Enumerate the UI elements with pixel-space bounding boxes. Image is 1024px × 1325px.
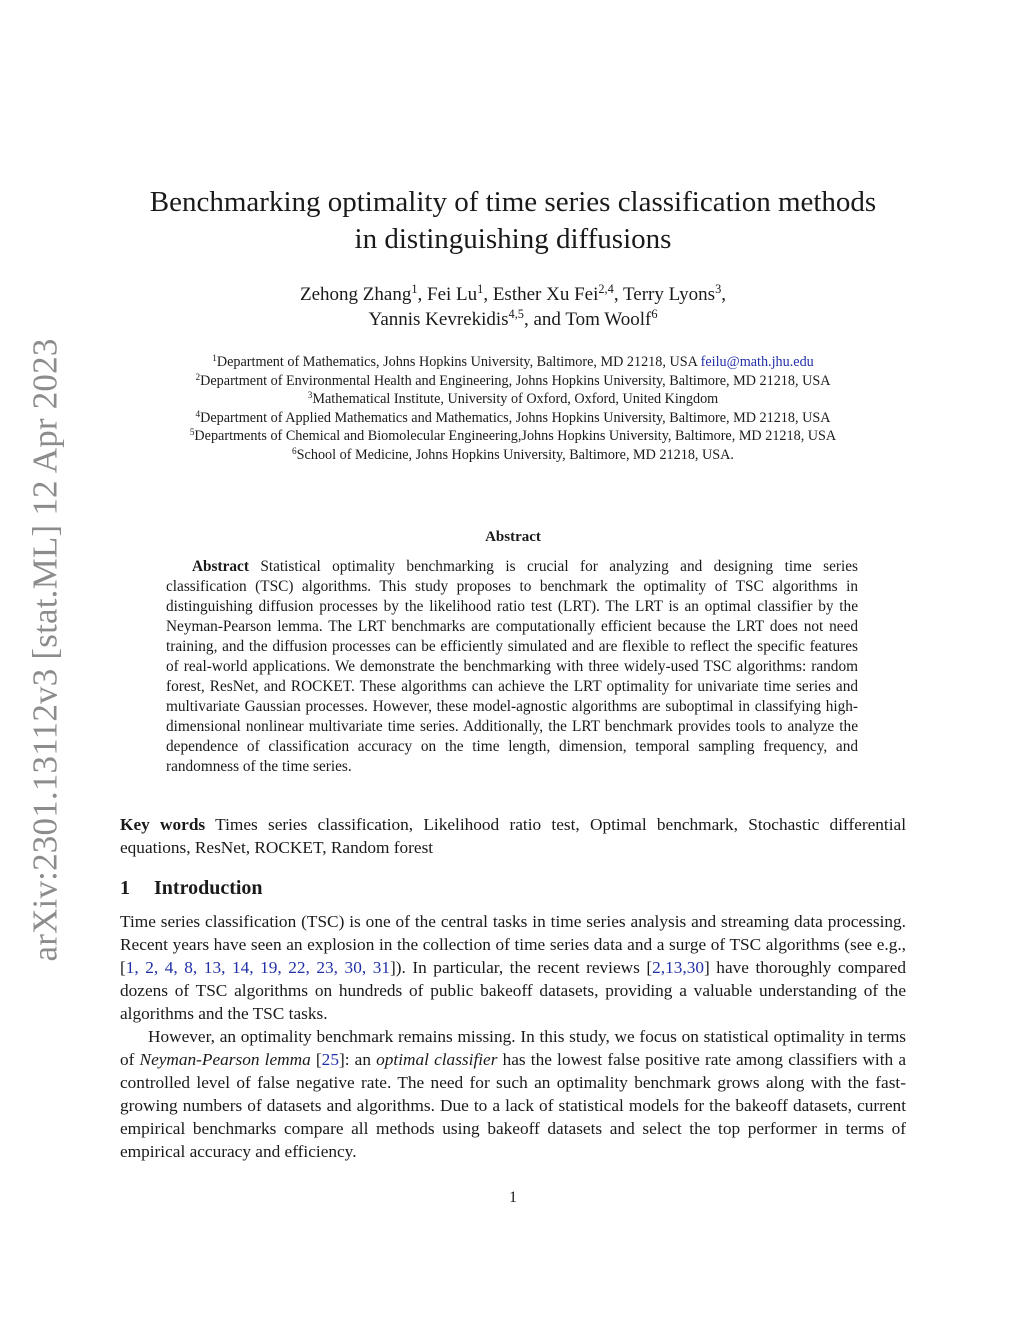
author-line-1: Zehong Zhang$^1$, Fei Lu$^1$, Esther Xu Fei$^{2,4}$, Terry Lyons$^3$, [300, 282, 726, 305]
affiliation-list [110, 353, 916, 465]
abstract-body [166, 557, 858, 777]
title-line-1: Benchmarking optimality of time series classification methods [149, 186, 877, 218]
affiliation-item: $^3$Mathematical Institute, University of Oxford, Oxford, United Kingdom [307, 390, 719, 408]
keywords-label: Key words [120, 815, 206, 834]
emphasis: Neyman-Pearson lemma [139, 1050, 311, 1069]
affiliation-item: $^2$Department of Environmental Health and Engineering, Johns Hopkins University, Baltimore, MD 21218, USA [195, 371, 831, 389]
author-name: Yannis Kevrekidis [368, 309, 509, 330]
keywords-text: Times series classification, Likelihood ratio test, Optimal benchmark, Stochastic differential equations, ResNet, ROCKET, Random forest [120, 815, 907, 857]
section-number: 1 [120, 877, 130, 899]
paper-title [120, 184, 906, 258]
abstract-lead: Abstract [192, 558, 249, 575]
citation-link[interactable]: 1, 2, 4, 8, 13, 14, 19, 22, 23, 30, 31 [125, 958, 390, 977]
author-affiliation-mark: 6 [651, 307, 658, 322]
author-affiliation-mark: 4,5 [508, 307, 524, 322]
arxiv-identifier-text: arXiv:2301.13112v3 [stat.ML] 12 Apr 2023 [26, 338, 65, 962]
author-affiliation-mark: 2,4 [598, 282, 614, 297]
author-name: Tom Woolf [565, 309, 652, 330]
section-heading [120, 877, 263, 900]
paragraph: However, an optimality benchmark remains missing. In this study, we focus on statistical optimality in terms of Neyman-Pearson lemma [25]: an optimal classifier has the lowest false positive rate among classifiers with a controlled level of false negative rate. The need for such an optimality benchmark grows along with the fast-growing numbers of datasets and algorithms. Due to a lack of statistical models for the bakeoff datasets, current empirical benchmarks compare all methods using bakeoff datasets and select the top performer in terms of empirical accuracy and efficiency. [120, 1027, 906, 1161]
author-line-2: Yannis Kevrekidis$^{4,5}$, and Tom Woolf$^6$ [368, 307, 658, 330]
section-title: Introduction [154, 877, 263, 899]
email-link[interactable]: feilu@math.jhu.edu [700, 354, 814, 370]
arxiv-identifier-stamp [16, 338, 76, 962]
affiliation-item: $^4$Department of Applied Mathematics and Mathematics, Johns Hopkins University, Baltimore, MD 21218, USA [195, 408, 831, 426]
keywords [120, 813, 906, 859]
affiliation-item: $^5$Departments of Chemical and Biomolecular Engineering,Johns Hopkins University, Baltimore, MD 21218, USA [189, 427, 837, 445]
author-affiliation-mark: 1 [411, 282, 418, 297]
affiliation-item: $^1$Department of Mathematics, Johns Hopkins University, Baltimore, MD 21218, USA feilu@math.jhu.edu [212, 352, 814, 370]
affiliation-item: $^6$School of Medicine, Johns Hopkins University, Baltimore, MD 21218, USA. [292, 445, 734, 463]
author-affiliation-mark: 1 [477, 282, 484, 297]
abstract-heading: Abstract [485, 529, 541, 545]
author-name: Terry Lyons [622, 284, 716, 305]
citation-link[interactable]: 2,13,30 [652, 958, 704, 977]
author-name: Fei Lu [427, 284, 478, 305]
author-name: Esther Xu Fei [492, 284, 599, 305]
emphasis: optimal classifier [376, 1050, 498, 1069]
paragraph: Time series classification (TSC) is one of the central tasks in time series analysis and streaming data processing. Recent years have seen an explosion in the collection of time series data and a surge of TSC algorithms (see e.g., [1, 2, 4, 8, 13, 14, 19, 22, 23, 30, 31]). In particular, the recent reviews [2,13,30] have thoroughly compared dozens of TSC algorithms on hundreds of public bakeoff datasets, providing a valuable understanding of the algorithms and the TSC tasks. [120, 912, 906, 1023]
author-list [120, 282, 906, 332]
title-line-2: in distinguishing diffusions [354, 223, 672, 255]
citation-link[interactable]: 25 [321, 1050, 339, 1069]
abstract-text: Statistical optimality benchmarking is crucial for analyzing and designing time series classification (TSC) algorithms. This study proposes to benchmark the optimality of TSC algorithms in distinguishing diffusion processes by the likelihood ratio test (LRT). The LRT is an optimal classifier by the Neyman-Pearson lemma. The LRT benchmarks are computationally efficient because the LRT does not need training, and the diffusion processes can be efficiently simulated and are flexible to reflect the specific features of real-world applications. We demonstrate the benchmarking with three widely-used TSC algorithms: random forest, ResNet, and ROCKET. These algorithms can achieve the LRT optimality for univariate time series and multivariate Gaussian processes. However, these model-agnostic algorithms are suboptimal in classifying high-dimensional nonlinear multivariate time series. Additionally, the LRT benchmark provides tools to analyze the dependence of classification accuracy on the time length, dimension, temporal sampling frequency, and randomness of the time series. [166, 558, 859, 775]
introduction-body [120, 910, 906, 1163]
page-number: 1 [509, 1189, 517, 1206]
author-name: Zehong Zhang [300, 284, 412, 305]
author-affiliation-mark: 3 [715, 282, 722, 297]
